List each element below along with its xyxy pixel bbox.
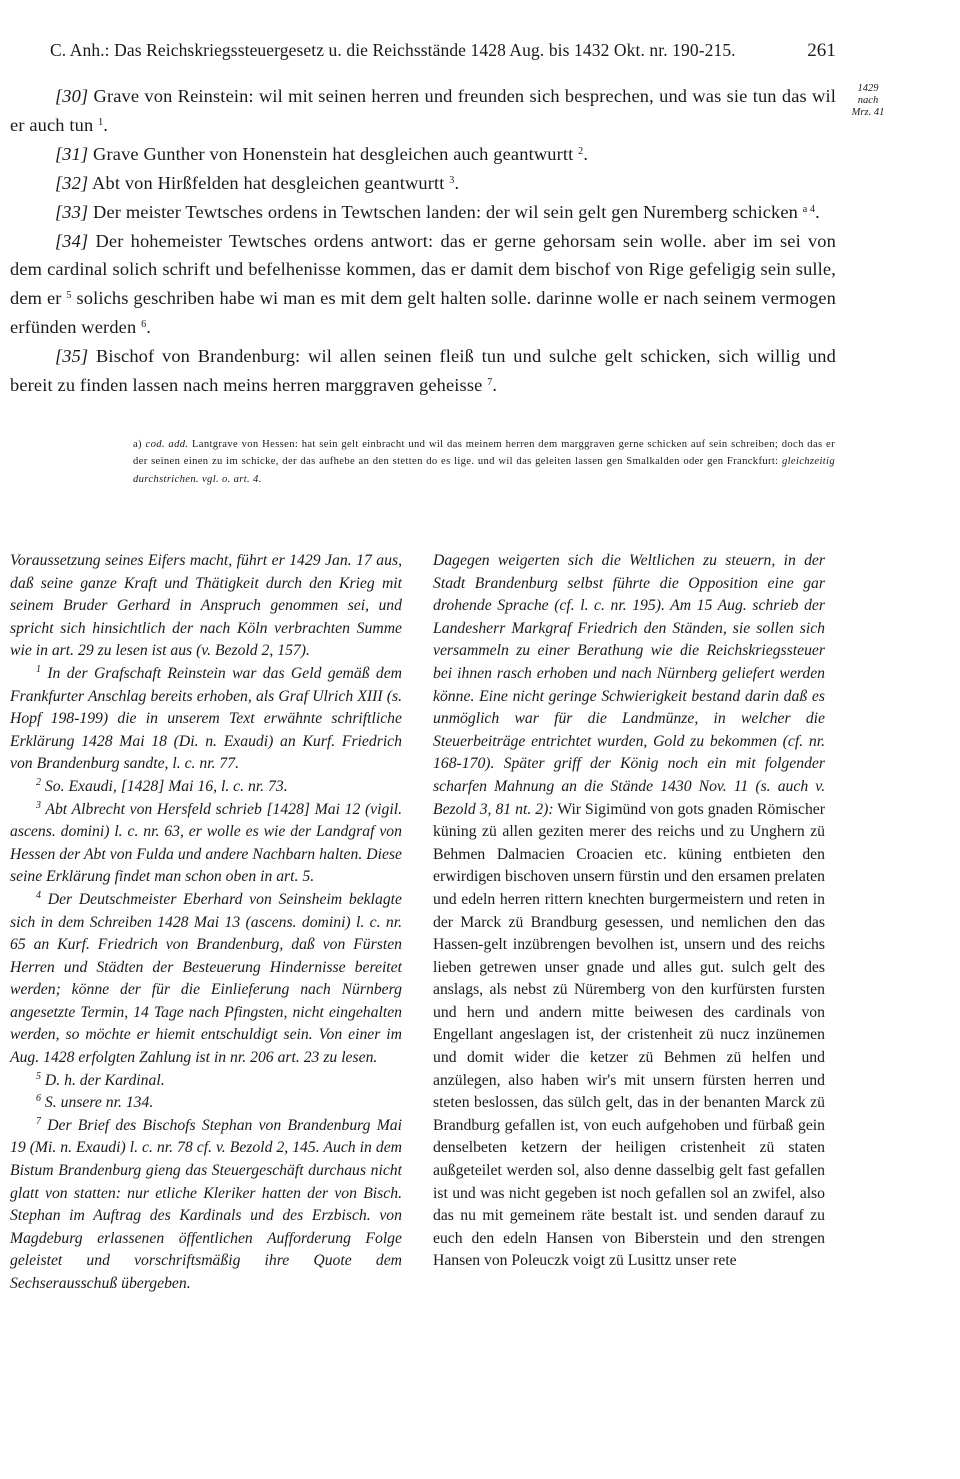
apparatus-text: Lantgrave von Hessen: hat sein gelt einbracht und wil das meinem herren dem marggraven gerne schicken auf sein schreiben; doch das er der seinen einen zu im schicke, der das aufhebe an den stetten do es lige. und wil das geleiten lassen gen Smalkalden oder gen Franckfurt:	[133, 439, 835, 468]
page-number: 261	[807, 40, 836, 61]
article-30	[10, 82, 836, 140]
article-number: [30]	[55, 86, 89, 106]
article-number: [32]	[55, 172, 89, 193]
margin-note-line: nach	[857, 95, 879, 106]
apparatus-label: a)	[133, 439, 142, 450]
footnote-mark: 3	[36, 799, 41, 811]
footnote-6	[10, 1092, 402, 1115]
article-end: .	[492, 375, 498, 396]
footnote-ref: 2	[578, 145, 584, 157]
running-title: C. Anh.: Das Reichskriegssteuergesetz u. die Reichsstände 1428 Aug. bis 1432 Okt. nr. 190-215.	[50, 40, 736, 60]
footnote-ref: 1	[98, 116, 104, 128]
article-text: Grave Gunther von Honenstein hat desgleichen auch geantwurtt	[88, 143, 579, 164]
article-31	[10, 140, 836, 169]
article-35	[10, 342, 836, 400]
footnote-2	[10, 776, 402, 799]
footnote-continuation: Voraussetzung seines Eifers macht, führt er 1429 Jan. 17 aus, daß seine ganze Kraft und Thätigkeit durch den Krieg mit seinem Bruder Gerhard in Anspruch genommen sei, und spricht sich hinsichtlich der nach Köln verbrachten Summe wie in art. 29 zu lesen ist aus (v. Bezold 2, 157).	[10, 552, 402, 660]
article-text: Der meister Tewtsches ordens in Tewtschen landen: der wil sein gelt gen Nuremberg schicken	[88, 201, 803, 222]
article-number: [33]	[55, 201, 89, 222]
footnote-ref: 6	[141, 319, 147, 331]
margin-note-line: 1429	[857, 83, 879, 94]
article-number: [35]	[55, 346, 89, 367]
footnote-mark: 4	[36, 889, 41, 901]
margin-note-line: Mrz. 41	[851, 107, 885, 118]
footnote-ref: 5	[66, 290, 72, 302]
apparatus-siglum: cod. add.	[145, 439, 189, 450]
article-end: .	[454, 172, 460, 193]
article-end: .	[103, 114, 109, 135]
article-text: Abt von Hirßfelden hat desgleichen geantwurtt	[88, 172, 450, 193]
margin-date-note	[843, 83, 893, 119]
footnotes-right-column	[433, 550, 825, 1273]
footnotes-left-column	[10, 550, 402, 1296]
footnote-text: Abt Albrecht von Hersfeld schrieb [1428] Mai 12 (vigil. ascens. domini) l. c. nr. 63, er wolle es wie der Landgraf von Hessen der Abt von Fulda und andere Nachbarn halten. Diese seine Erklärung findet man schon oben in art. 5.	[10, 800, 402, 886]
article-34	[10, 227, 836, 343]
article-33	[10, 198, 836, 227]
critical-apparatus	[133, 436, 835, 488]
quoted-charter-text: Wir Sigimünd von gots gnaden Römischer küning zü allen geziten merer des reichs und zu Unghern zü Behmen Dalmacien Croacien etc. küning entbieten den erwirdigen bischoven unsern fürstin und den ersamen prelaten und edeln herren rittern knechten burgermeistern und reten in der Marck zü Brandburg gesessen, und nemlichen den das Hassen-gelt inzübrengen bevolhen ist, unsern und des reichs lieben getrewen unser gnade und alles gut. sulch gelt des anslags, als nebst zü Nüremberg von den kurfürsten fursten und hern und andern mitte beiwesen des cardinals von Engellant angeslagen ist, der cristenheit zü nucz inzünemen und domit wider die ketzer zü Behmen zü helfen und anzülegen, also haben wir's mit unsern fürsten herren und steten beslossen, das sülch gelt, das in der benanten Marck zü Brandburg gefallen ist, von euch aufgehoben und fürbaß gein denselbeten ketzern der heiligen cristenheit zü staten außgeteilet werden sol, also denne dasselbig gelt fast gefallen ist und was nicht gegeben ist noch gefallen sol an zwifel, also das nu mit gemeinem räte bestalt ist. und senden darauf zu euch den edeln Hansen von Biberstein und den strengen Hansen von Poleuczk voigt zü Lusittz unser rete	[433, 800, 825, 1270]
footnote-text: Der Brief des Bischofs Stephan von Brandenburg Mai 19 (Mi. n. Exaudi) l. c. nr. 78 cf. v. Bezold 2, 145. Auch in dem Bistum Brandenburg gieng das Steuergeschäft durchaus nicht glatt von statten: nur etliche Kleriker hatten der von Bisch. Stephan im Auftrag des Kardinals und des Erzbisch. von Magdeburg erlassenen öffentlichen Aufforderung Folge geleistet und vorschriftsmäßig ihre Quote dem Sechserausschuß übergeben.	[10, 1116, 402, 1292]
running-header	[50, 40, 836, 66]
article-text-cont: solichs geschriben habe wi man es mit dem gelt halten solle. darinne wolle er nach seinem vermogen erfünden werden	[10, 288, 836, 338]
apparatus-note: gleichzeitig durchstrichen. vgl. o. art. 4.	[133, 456, 835, 485]
article-end: .	[815, 201, 820, 222]
article-number: [34]	[55, 230, 89, 251]
footnote-ref: 3	[449, 174, 455, 186]
footnote-continuation	[433, 550, 825, 1273]
footnote-mark: 1	[36, 663, 41, 675]
article-text: Grave von Reinstein: wil mit seinen herren und freunden sich besprechen, und was sie tun das wil er auch tun	[10, 86, 836, 135]
footnote-mark: 5	[36, 1070, 41, 1082]
footnote-text: S. unsere nr. 134.	[44, 1094, 154, 1112]
footnote-mark: 2	[36, 776, 41, 788]
footnote-text: So. Exaudi, [1428] Mai 16, l. c. nr. 73.	[44, 777, 288, 795]
main-text	[10, 82, 836, 400]
footnote-mark: 6	[36, 1093, 41, 1105]
article-text: Bischof von Brandenburg: wil allen seinen fleiß tun und sulche gelt schicken, sich willig und bereit zu finden lassen nach meins herren marggraven geheisse	[10, 346, 836, 396]
article-number: [31]	[55, 143, 89, 164]
footnote-ref: 7	[487, 377, 493, 389]
footnote-text: Der Deutschmeister Eberhard von Seinsheim beklagte sich in dem Schreiben 1428 Mai 13 (ascens. domini) l. c. nr. 65 an Kurf. Friedrich von Brandenburg, daß von Fürsten Herren und Städten der Besteuerung Hindernisse bereitet werden; könne der für die Einlieferung nach Nürnberg angesetzte Termin, 14 Tage nach Pfingsten, nicht eingehalten werden, so möchte er hiemit entschuldigt sein. Von einer im Aug. 1428 erfolgten Zahlung ist in nr. 206 art. 23 zu lesen.	[10, 890, 402, 1067]
footnote-ref: a 4	[802, 203, 816, 215]
commentary-text: Dagegen weigerten sich die Weltlichen zu steuern, in der Stadt Brandenburg selbst führte die Opposition eine gar drohende Sprache (cf. l. c. nr. 195). Am 15 Aug. schrieb der Landesherr Markgraf Friedrich den Ständen, sie sollen sich versammeln zu einer Berathung wie die Reichskriegssteuer bei ihnen rasch erhoben und nach Nürnberg geliefert werden könne. Eine nicht geringe Schwierigkeit bestand darin daß es unmöglich war für die Landmünze, in welcher die Steuerbeiträge entrichtet wurden, Gold zu bekommen (cf. nr. 168-170). Später griff der König noch ein mit folgender scharfen Mahnung an die Stände 1430 Nov. 11 (s. auch v. Bezold 3, 81 nt. 2):	[433, 552, 825, 818]
footnote-text: In der Grafschaft Reinstein war das Geld gemäß dem Frankfurter Anschlag bereits erhoben, als Graf Ulrich XIII (s. Hopf 198-199) die in unserem Text erwähnte schriftliche Erklärung 1428 Mai 18 (Di. n. Exaudi) an Kurf. Friedrich von Brandenburg sandte, l. c. nr. 77.	[10, 664, 403, 773]
article-32	[10, 169, 836, 198]
footnote-7	[10, 1115, 402, 1296]
footnote-3	[10, 799, 402, 889]
footnote-mark: 7	[36, 1115, 41, 1127]
footnote-4	[10, 889, 402, 1070]
footnote-5	[10, 1070, 402, 1093]
article-end: .	[583, 143, 589, 164]
footnote-text: D. h. der Kardinal.	[44, 1071, 165, 1089]
article-end: .	[146, 317, 151, 338]
footnote-1	[10, 663, 402, 776]
article-text: Der hohemeister Tewtsches ordens antwort: das er gerne gehorsam sein wolle. aber im sei von dem cardinal solich schrift und befelhenisse kommen, das er damit dem bischof von Rige gefeligig sein sulle, dem er	[10, 230, 836, 309]
